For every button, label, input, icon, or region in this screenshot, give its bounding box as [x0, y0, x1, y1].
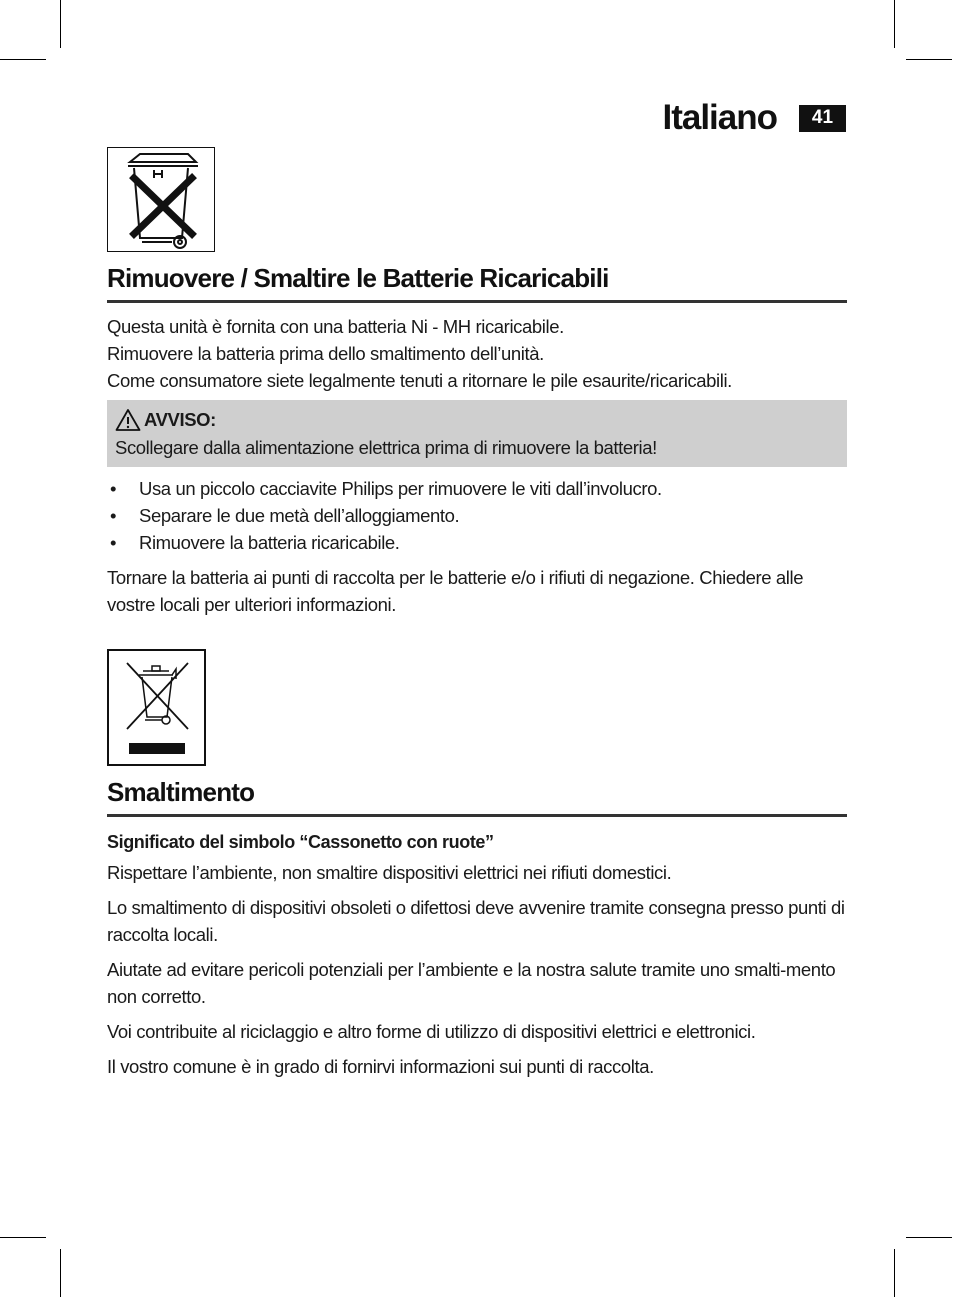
- crop-mark: [0, 59, 46, 60]
- steps-list: [107, 475, 847, 556]
- disposal-paragraph: Aiutate ad evitare pericoli potenziali per l’ambiente e la nostra salute tramite uno smalti-mento non corretto.: [107, 959, 836, 1007]
- warning-text: Scollegare dalla alimentazione elettrica prima di rimuovere la batteria!: [115, 437, 657, 458]
- crossed-out-battery-bin-icon: [107, 147, 215, 252]
- crop-mark: [906, 59, 952, 60]
- crossed-out-wheelie-bin-icon: [107, 649, 206, 766]
- battery-section-title: Rimuovere / Smaltire le Batterie Ricaricabili: [107, 263, 847, 303]
- warning-box: [107, 400, 847, 467]
- intro-line: Come consumatore siete legalmente tenuti a ritornare le pile esaurite/ricaricabili.: [107, 370, 732, 391]
- crop-mark: [894, 1249, 895, 1297]
- disposal-subtitle: Significato del simbolo “Cassonetto con ruote”: [107, 832, 494, 852]
- crop-mark: [0, 1237, 46, 1238]
- intro-line: Rimuovere la batteria prima dello smaltimento dell’unità.: [107, 343, 544, 364]
- disposal-section-title: Smaltimento: [107, 777, 847, 817]
- battery-section: [107, 263, 847, 618]
- disposal-paragraph: Rispettare l’ambiente, non smaltire dispositivi elettrici nei rifiuti domestici.: [107, 862, 672, 883]
- warning-label: AVVISO:: [144, 409, 216, 430]
- disposal-paragraph: Lo smaltimento di dispositivi obsoleti o difettosi deve avvenire tramite consegna presso punti di raccolta locali.: [107, 897, 845, 945]
- crop-mark: [894, 0, 895, 48]
- warning-triangle-icon: [115, 408, 141, 432]
- disposal-paragraph: Voi contribuite al riciclaggio e altro forme di utilizzo di dispositivi elettrici e elettronici.: [107, 1021, 756, 1042]
- crop-mark: [60, 1249, 61, 1297]
- list-item: • Usa un piccolo cacciavite Philips per rimuovere le viti dall’involucro.: [107, 475, 847, 502]
- language-title: Italiano: [662, 98, 777, 137]
- intro-line: Questa unità è fornita con una batteria Ni - MH ricaricabile.: [107, 316, 564, 337]
- disposal-paragraph: Il vostro comune è in grado di fornirvi informazioni sui punti di raccolta.: [107, 1056, 654, 1077]
- list-item: • Separare le due metà dell’alloggiamento.: [107, 502, 847, 529]
- closing-paragraph: Tornare la batteria ai punti di raccolta per le batterie e/o i rifiuti di negazione. Chiedere alle vostre locali per ulteriori informazioni.: [107, 567, 804, 615]
- list-item: • Rimuovere la batteria ricaricabile.: [107, 529, 847, 556]
- page-number: 41: [799, 105, 846, 132]
- crop-mark: [906, 1237, 952, 1238]
- disposal-section: [107, 777, 847, 1080]
- crop-mark: [60, 0, 61, 48]
- page-header: [662, 98, 846, 138]
